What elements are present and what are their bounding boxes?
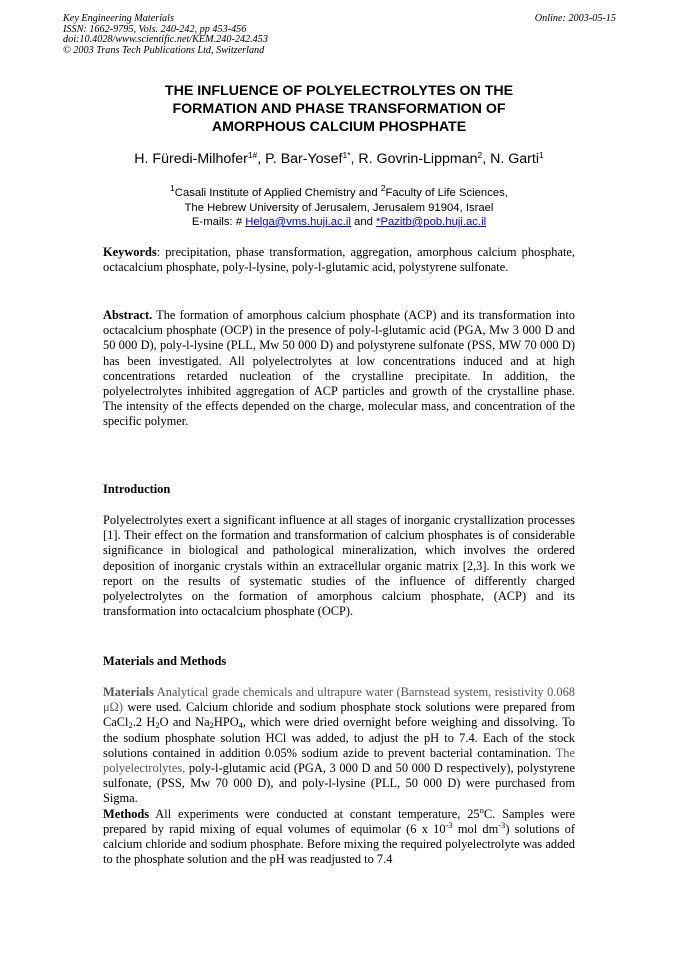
affiliation-mark: 2 [380, 183, 386, 193]
abstract-label: Abstract. [103, 308, 153, 322]
author-name: H. Füredi-Milhofer [134, 151, 248, 167]
author-mark: 1* [342, 150, 351, 160]
issn-line: ISSN: 1662-9795, Vols. 240-242, pp 453-456 [63, 23, 247, 35]
affiliation-institute: Casali Institute of Applied Chemistry and [174, 187, 381, 199]
introduction-paragraph: Polyelectrolytes exert a significant influence at all stages of inorganic crystallization processes [1]. Their effect on the formation and transformation of calcium phosphates is of considerable significance in biological and pathological mineralization, which involves the ordered deposition of inorganic crystals within an extracellular organic matrix [2,3]. In this work we report on the results of systematic studies of the influence of differently charged polyelectrolytes on the formation of amorphous calcium phosphate, (ACP) and its transformation into octacalcium phosphate (OCP). [103, 513, 575, 619]
email-and: and [350, 216, 377, 228]
email-line [103, 215, 575, 230]
superscript: -3 [498, 819, 506, 830]
abstract-paragraph [103, 308, 575, 430]
materials-text: .2 H [132, 715, 156, 730]
methods-text: ) solutions of calcium chloride and sodium phosphate. Before mixing the required polyelectrolyte was added to the phosphate solution and the pH was readjusted to 7.4 [103, 821, 575, 867]
superscript: -3 [445, 819, 453, 830]
author-mark: 1# [247, 150, 258, 160]
methods-heading: Materials and Methods [103, 654, 227, 668]
subscript: 2 [209, 720, 214, 731]
author-separator: , [257, 151, 266, 167]
author-separator: , [350, 151, 359, 167]
paper-title [103, 82, 575, 136]
keywords-text: : precipitation, phase transformation, aggregation, amorphous calcium phosphate, octacalcium phosphate, poly-l-lysine, poly-l-glutamic acid, polystyrene sulfonate. [103, 245, 575, 275]
author-name: N. Garti [490, 151, 539, 167]
author-mark: 1 [538, 150, 544, 160]
doi-line: doi:10.4028/www.scientific.net/KEM.240-242.453 [63, 34, 268, 45]
keywords-paragraph [103, 245, 575, 275]
methods-label: Methods [103, 806, 150, 821]
email-link-pazit[interactable]: *Pazitb@pob.huji.ac.il [376, 216, 487, 228]
methods-text: C. Samples were prepared by rapid mixing of equal volumes of equimolar (6 x 10 [103, 806, 575, 836]
methods-text: All experiments were conducted at constant temperature, 25 [149, 806, 480, 821]
affiliation-faculty: Faculty of Life Sciences, [385, 187, 508, 199]
affiliation-mark: 1 [170, 183, 175, 193]
affiliation-address: The Hebrew University of Jerusalem, Jerusalem 91904, Israel [184, 201, 494, 214]
subscript: 4 [238, 720, 243, 731]
author-mark: 2 [477, 150, 483, 160]
subscript: 2 [155, 720, 160, 731]
materials-text: poly-l-glutamic acid (PGA, 3 000 D and 50 000 D respectively), polystyrene sulfonate, (PSS, Mw 70 000 D), and poly-l-lysine (PLL, 50 000 D) were purchased from Sigma. [103, 761, 575, 806]
materials-label: Materials [103, 685, 154, 699]
methods-text: mol dm [452, 821, 499, 836]
materials-paragraph [103, 685, 575, 867]
abstract-text: The formation of amorphous calcium phosphate (ACP) and its transformation into octacalcium phosphate (OCP) in the presence of poly-l-glutamic acid (PGA, Mw 3 000 D and 50 000 D), poly-l-lysine (PLL, Mw 50 000 D) and polystyrene sulfonate (PSS, MW 70 000 D) has been investigated. All polyelectrolytes at low concentrations induced and at high concentrations retarded nucleation of the crystalline precipitate. In addition, the polyelectrolytes inhibited aggregation of ACP particles and growth of the crystalline phase. The intensity of the effects depended on the charge, molecular mass, and concentration of the specific polymer. [103, 308, 575, 429]
materials-text: O and Na [159, 715, 210, 730]
title-line: THE INFLUENCE OF POLYELECTROLYTES ON THE [164, 83, 514, 99]
affiliation-block [103, 183, 575, 230]
author-list [90, 150, 588, 168]
affiliation-line [103, 183, 575, 201]
title-line: AMORPHOUS CALCIUM PHOSPHATE [211, 119, 467, 135]
author-name: P. Bar-Yosef [265, 151, 343, 167]
materials-text: HPO [213, 715, 239, 730]
materials-text: , which were dried overnight before weighing and dissolving. To the sodium phosphate solution HCl was added, to adjust the pH to 7.4. Each of the stock solutions contained in addition 0.05% sodium azide to prevent bacterial contamination. [103, 715, 575, 760]
introduction-heading: Introduction [103, 482, 171, 496]
author-name: R. Govrin-Lippman [358, 151, 478, 167]
materials-text-gray: The polyelectrolytes, [103, 745, 575, 776]
materials-text-gray: Analytical grade chemicals and ultrapure water (Barnstead system, resistivity 0.068 μΩ) [103, 685, 575, 715]
journal-name: Key Engineering Materials [63, 13, 174, 24]
subscript: 2 [128, 720, 133, 731]
online-date: Online: 2003-05-15 [534, 13, 616, 24]
author-separator: , [482, 151, 491, 167]
superscript: o [479, 804, 484, 815]
journal-header [63, 14, 616, 56]
materials-text: were used. Calcium chloride and sodium phosphate stock solutions were prepared from CaCl [103, 700, 575, 730]
email-link-helga[interactable]: Helga@vms.huji.ac.il [245, 216, 351, 228]
email-prefix: E-mails: # [191, 216, 246, 228]
copyright-line: © 2003 Trans Tech Publications Ltd, Switzerland [63, 44, 265, 56]
title-line: FORMATION AND PHASE TRANSFORMATION OF [172, 101, 506, 117]
keywords-label: Keywords [103, 245, 157, 259]
